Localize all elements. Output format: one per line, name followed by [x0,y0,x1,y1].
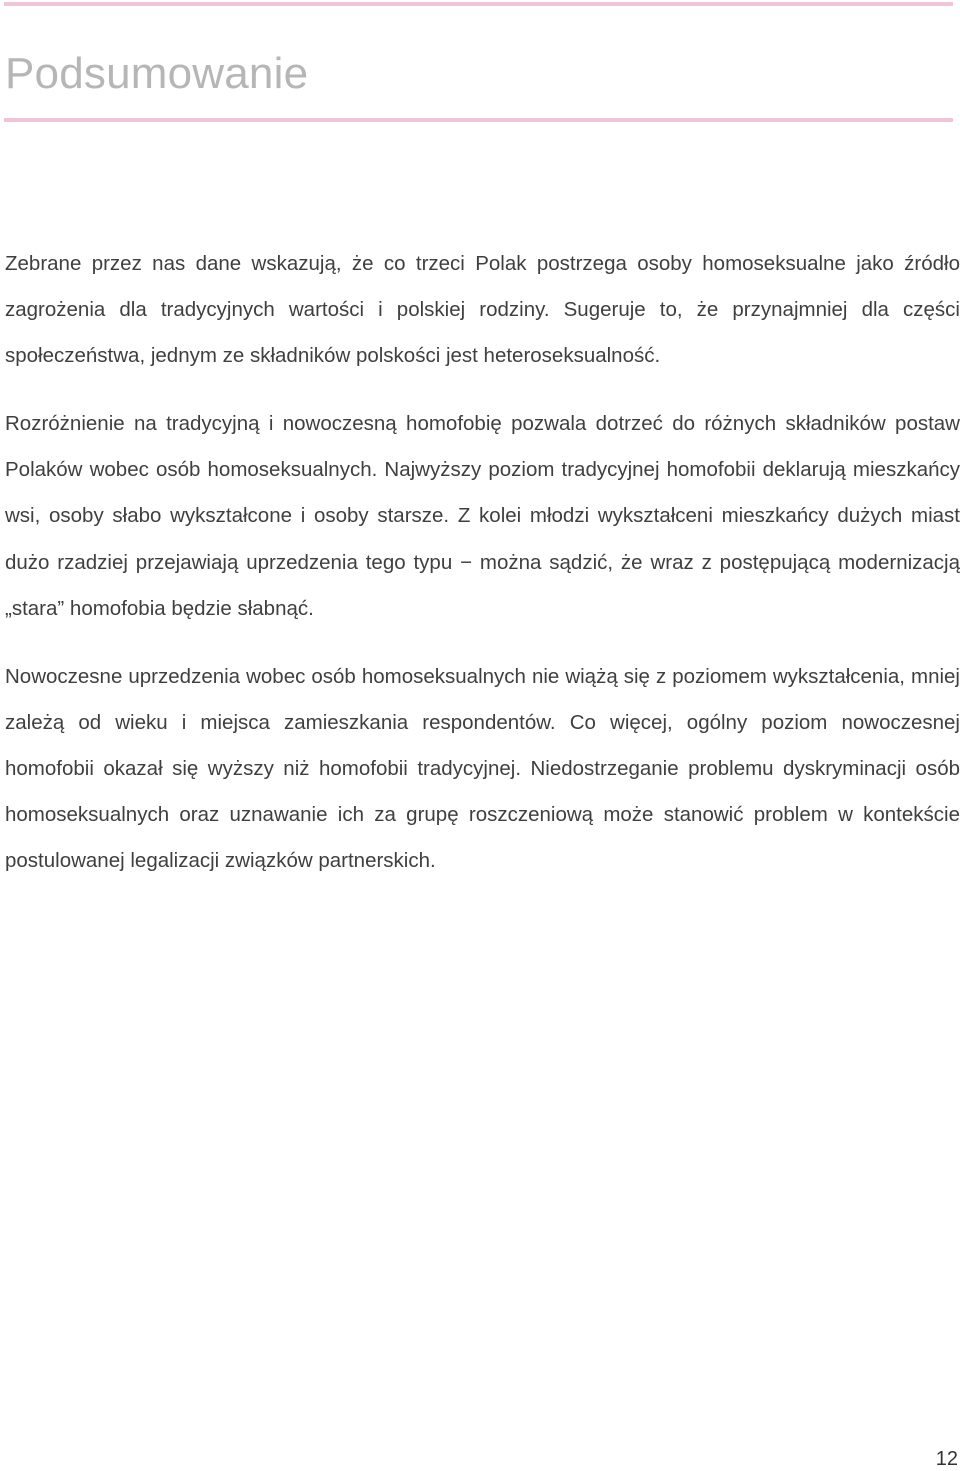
paragraph-2: Rozróżnienie na tradycyjną i nowoczesną homofobię pozwala dotrzeć do różnych składników postaw Polaków wobec osób homoseksualnych. Najwyższy poziom tradycyjnej homofobii deklarują mieszkańcy wsi, osoby słabo wykształcone i osoby starsze. Z kolei młodzi wykształceni mieszkańcy dużych miast dużo rzadziej przejawiają uprzedzenia tego typu − można sądzić, że wraz z postępującą modernizacją „stara” homofobia będzie słabnąć. [5,412,960,620]
header-top-rule [4,2,953,6]
body-text [5,241,960,906]
paragraph-3: Nowoczesne uprzedzenia wobec osób homoseksualnych nie wiążą się z poziomem wykształcenia, mniej zależą od wieku i miejsca zamieszkania respondentów. Co więcej, ogólny poziom nowoczesnej homofobii okazał się wyższy niż homofobii tradycyjnej. Niedostrzeganie problemu dyskryminacji osób homoseksualnych oraz uznawanie ich za grupę roszczeniową może stanowić problem w kontekście postulowanej legalizacji związków partnerskich. [5,664,960,873]
header-bottom-rule [4,118,953,122]
page-number: 12 [935,1448,958,1470]
paragraph-1: Zebrane przez nas dane wskazują, że co trzeci Polak postrzega osoby homoseksualne jako źródło zagrożenia dla tradycyjnych wartości i polskiej rodziny. Sugeruje to, że przynajmniej dla części społeczeństwa, jednym ze składników polskości jest heteroseksualność. [5,252,960,368]
page-title: Podsumowanie [5,49,309,98]
